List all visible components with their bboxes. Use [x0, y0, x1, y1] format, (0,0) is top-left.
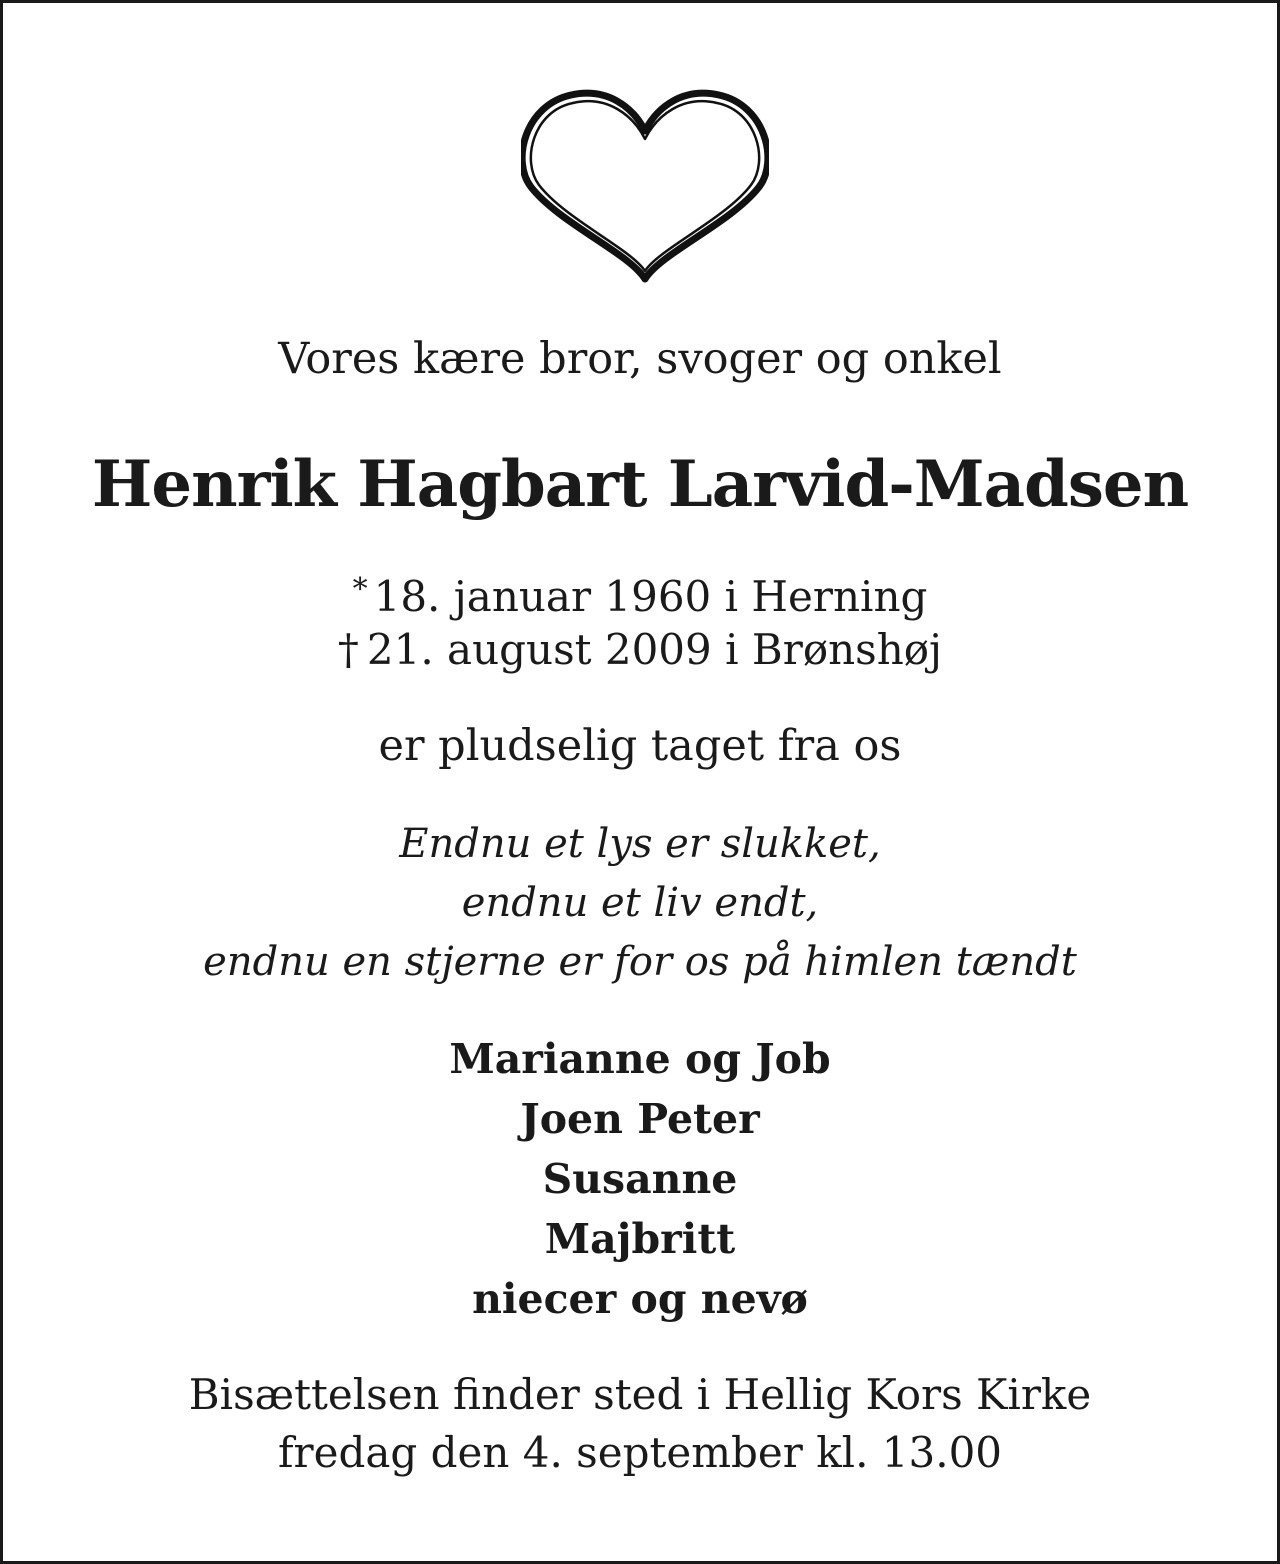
heart-outline-icon: [521, 85, 769, 285]
intro-text: Vores kære bror, svoger og onkel: [278, 334, 1002, 384]
verse-line: endnu et liv endt,: [461, 880, 819, 926]
death-text: 21. august 2009 i Brønshøj: [366, 625, 943, 674]
mourner-name: Marianne og Job: [449, 1035, 831, 1083]
mourner-name: niecer og nevø: [472, 1275, 808, 1323]
mourner-name: Susanne: [542, 1155, 738, 1203]
cross-icon: †: [337, 625, 359, 674]
birth-symbol: *: [352, 572, 368, 607]
ceremony-time: fredag den 4. september kl. 13.00: [277, 1428, 1003, 1477]
mourner-name: Majbritt: [544, 1215, 736, 1263]
ceremony-info: [3, 1366, 1277, 1482]
ceremony-place: Bisættelsen finder sted i Hellig Kors Kirke: [188, 1370, 1092, 1419]
mourner-name: Joen Peter: [520, 1095, 760, 1143]
deceased-name: Henrik Hagbart Larvid-Madsen: [91, 447, 1189, 522]
mourners-list: [3, 1029, 1277, 1329]
birth-text: 18. januar 1960 i Herning: [373, 572, 928, 621]
verse: [3, 815, 1277, 992]
birth-line: [3, 561, 1277, 626]
verse-line: endnu en stjerne er for os på himlen tændt: [203, 939, 1077, 985]
taken-text: er pludselig taget fra os: [378, 721, 902, 771]
death-line: [3, 621, 1277, 679]
verse-line: Endnu et lys er slukket,: [399, 821, 881, 867]
